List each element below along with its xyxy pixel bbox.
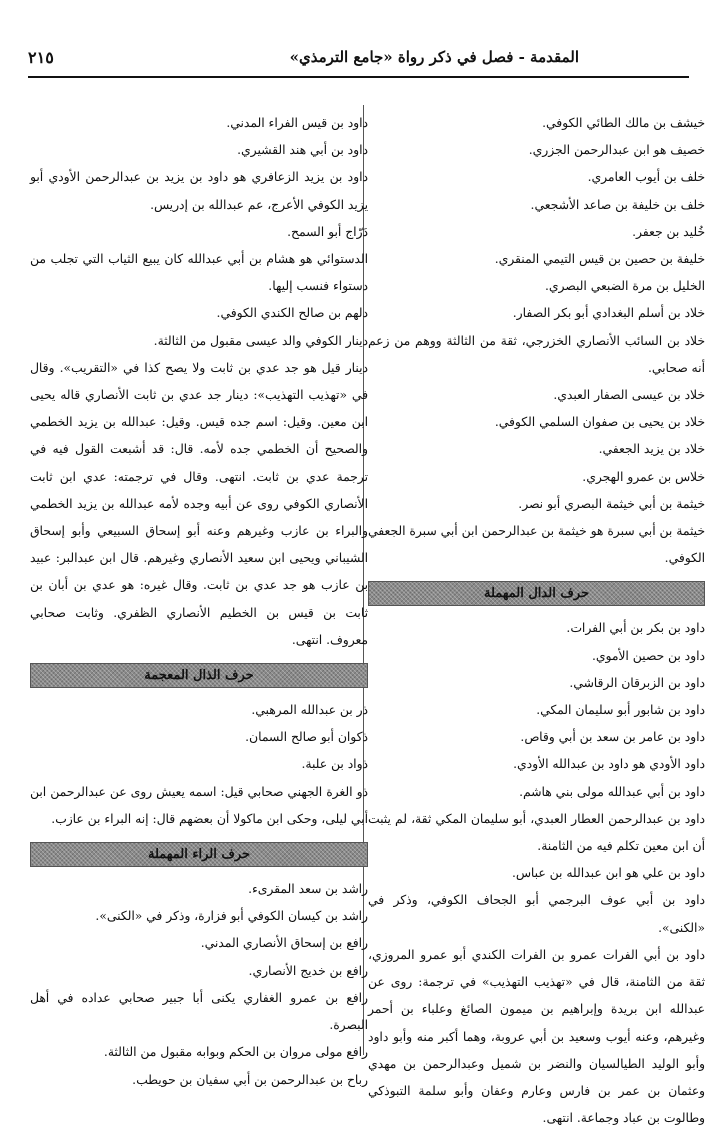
section-heading-text: حرف الدال المهملة — [483, 586, 590, 602]
section-heading-dhal — [30, 663, 368, 688]
entry: ذكوان أبو صالح السمان. — [245, 730, 368, 745]
entry: الدستوائي هو هشام بن أبي عبدالله كان يبيع الثياب التي تجلب من دستواء فنسب إليها. — [30, 252, 368, 294]
entry: خيشف بن مالك الطائي الكوفي. — [542, 116, 705, 130]
running-title: المقدمة - فصل في ذكر رواة «جامع الترمذي» — [289, 48, 579, 66]
entry: خيثمة بن أبي خيثمة البصري أبو نصر. — [518, 496, 705, 511]
entry: داود بن أبي عوف البرجمي أبو الجحاف الكوفي، وذكر في «الكنى». — [368, 893, 705, 935]
entry: خلاد بن عيسى الصفار العبدي. — [553, 388, 705, 403]
header-rule — [28, 76, 689, 78]
left-column — [30, 110, 368, 1094]
entry: داود بن قيس الفراء المدني. — [226, 116, 368, 130]
entry: داود بن عامر بن سعد بن أبي وقاص. — [520, 730, 705, 745]
entry: رافع بن خديج الأنصاري. — [248, 963, 368, 978]
section-heading-text: حرف الذال المعجمة — [144, 667, 254, 683]
entry: الخليل بن مرة الضبعي البصري. — [544, 279, 705, 294]
entry: رافع مولى مروان بن الحكم وبوابه مقبول من الثالثة. — [103, 1045, 368, 1060]
entry: داود بن حصين الأموي. — [591, 648, 705, 663]
entry: داود بن شابور أبو سليمان المكي. — [536, 703, 705, 718]
entry: خلاد بن أسلم البغدادي أبو بكر الصفار. — [512, 306, 705, 321]
entry: خلاد بن السائب الأنصاري الخزرجي، ثقة من الثالثة ووهم من زعم أنه صحابي. — [368, 333, 705, 375]
entry: راشد بن كيسان الكوفي أبو فزارة، وذكر في «الكنى». — [95, 909, 368, 924]
entry: داود بن الزبرقان الرقاشي. — [569, 675, 705, 690]
section-heading-dal — [368, 581, 705, 606]
entry: دينار قيل هو جد عدي بن ثابت ولا يصح كذا في «التقريب». وقال في «تهذيب التهذيب»: دينار جد عدي بن ثابت الأنصاري قاله يحيى ابن معين. وقيل: اسم جده قيس. وقيل: عبدالله بن يزيد الخطمي والصحيح أن الخطمي جده لأمه. قال: قد أشبعت القول فيه في ترجمة عدي بن ثابت. انتهى. وقال في ترجمته: عدي ابن ثابت الأنصاري الكوفي روى عن أبيه وجده لأمه عبدالله بن يزيد الخطمي والبراء بن عازب وغيرهم وعنه أبو إسحاق السبيعي وأبو إسحاق الشيباني ويحيى ابن سعيد الأنصاري وغيرهم. قال ابن عبدالبر: عبيد بن عازب هو جد عدي بن ثابت. وقال غيره: هو عدي بن أبان بن ثابت بن قيس بن الخطيم الأنصاري الظفري. وثابت صحابي معروف. انتهى. — [30, 360, 368, 647]
entry: داود الأودي هو داود بن عبدالله الأودي. — [513, 757, 705, 772]
entry: داود بن أبي الفرات عمرو بن الفرات الكندي أبو عمرو المروزي، ثقة من الثامنة، قال في «تهذيب التهذيب» في ترجمة: روى عن عبدالله ابن بريدة وإبراهيم بن ميمون الصائغ وعلباء بن أحمر وغيرهم، وعنه أيوب وسعيد بن أبي عروبة، وهما أكبر منه وأبو داود وأبو الوليد الطيالسيان والنضر بن شميل وعبدالرحمن بن مهدي وعثمان بن عمر بن فارس وعارم وعفان وأبو سلمة التبوذكي وطالوت بن عباد وجماعة. انتهى. — [368, 947, 705, 1126]
entry: خلاد بن يزيد الجعفي. — [598, 442, 705, 457]
page-header — [28, 46, 689, 76]
page-number: ٢١٥ — [28, 48, 54, 67]
entry: راشد بن سعد المقرىء. — [248, 882, 368, 897]
entry: خصيف هو ابن عبدالرحمن الجزري. — [528, 143, 705, 158]
entry: ذواد بن علبة. — [301, 757, 368, 772]
entry: دلهم بن صالح الكندي الكوفي. — [216, 306, 368, 321]
entry: دينار الكوفي والد عيسى مقبول من الثالثة. — [153, 333, 368, 348]
entry: رباح بن عبدالرحمن بن أبي سفيان بن حويطب. — [132, 1072, 368, 1087]
entry: داود بن أبي هند القشيري. — [237, 143, 368, 158]
entry: ذر بن عبدالله المرهبي. — [251, 703, 368, 718]
entry: داود بن أبي عبدالله مولى بني هاشم. — [519, 784, 705, 799]
section-heading-ra — [30, 842, 368, 867]
entry: خلف بن خليفة بن صاعد الأشجعي. — [530, 197, 705, 212]
right-column — [368, 110, 705, 1132]
entry: رافع بن إسحاق الأنصاري المدني. — [200, 936, 368, 951]
entry: دَرّاج أبو السمح. — [287, 224, 368, 239]
entry: داود بن علي هو ابن عبدالله بن عباس. — [512, 866, 705, 881]
entry: ذو الغرة الجهني صحابي قيل: اسمه يعيش روى عن عبدالرحمن ابن أبي ليلى، وحكى ابن ماكولا أن بعضهم قال: إنه البراء بن عازب. — [30, 784, 368, 826]
entry: داود بن عبدالرحمن العطار العبدي، أبو سليمان المكي ثقة، لم يثبت أن ابن معين تكلم فيه من الثامنة. — [368, 811, 705, 854]
entry: خلاس بن عمرو الهجري. — [582, 469, 705, 484]
entry: خيثمة بن أبي سبرة هو خيثمة بن عبدالرحمن ابن أبي سبرة الجعفي الكوفي. — [368, 524, 705, 566]
entry: رافع بن عمرو الغفاري يكنى أبا جبير صحابي عداده في أهل البصرة. — [30, 990, 368, 1033]
entry: داود بن يزيد الزعافري هو داود بن يزيد بن عبدالرحمن الأودي أبو يزيد الكوفي الأعرج، عم عبدالله بن إدريس. — [30, 170, 368, 212]
entry: خليفة بن حصين بن قيس التيمي المنقري. — [494, 252, 705, 267]
entry: داود بن بكر بن أبي الفرات. — [566, 621, 705, 636]
entry: خُليد بن جعفر. — [632, 224, 705, 239]
entry: خلاد بن يحيى بن صفوان السلمي الكوفي. — [494, 415, 705, 430]
entry: خلف بن أيوب العامري. — [587, 170, 705, 185]
section-heading-text: حرف الراء المهملة — [147, 846, 251, 862]
